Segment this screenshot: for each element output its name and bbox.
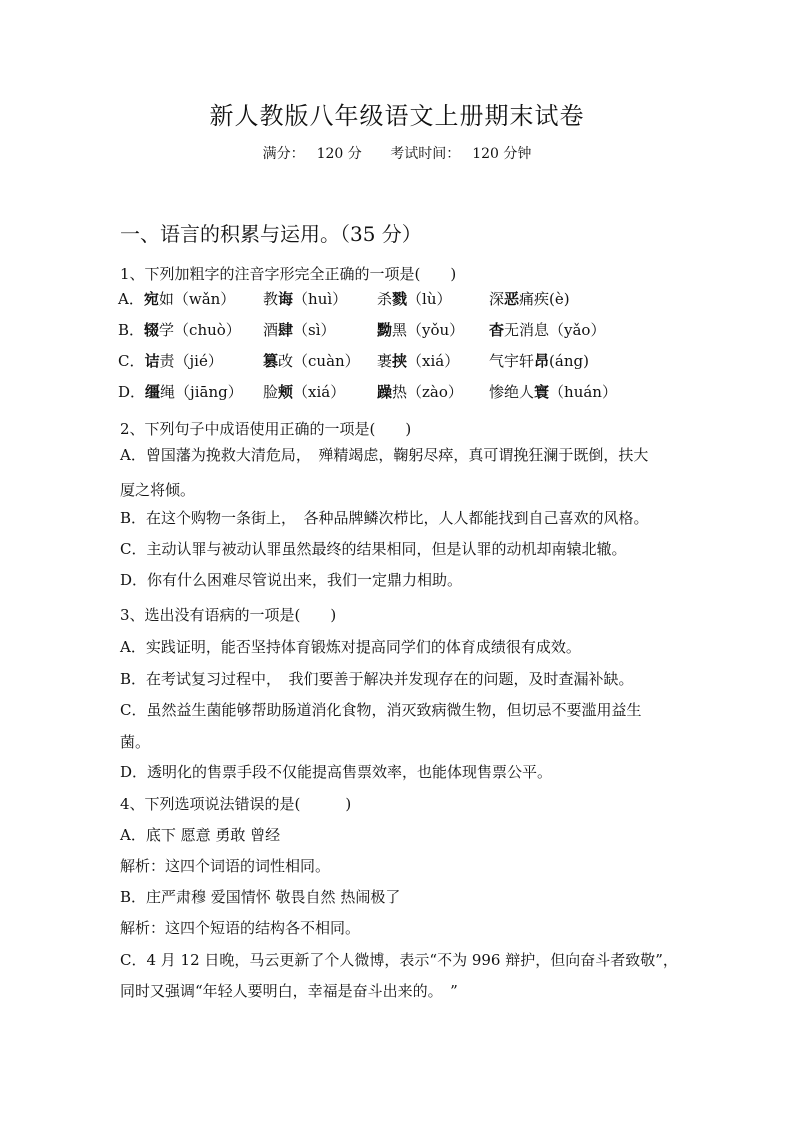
question-3-stem: 3、选出没有语病的一项是( ) xyxy=(120,606,337,624)
question-1-option-d-word-4 xyxy=(489,381,617,402)
question-1-option-a-word-1 xyxy=(118,288,235,309)
question-4-option-c: C．4 月 12 日晚，马云更新了个人微博，表示“不为 996 辩护，但向奋斗者致敬”， xyxy=(120,951,678,969)
bold-character: 戮 xyxy=(392,290,408,308)
word-suffix: （huán） xyxy=(549,383,617,401)
word-suffix: 无消息（yǎo） xyxy=(504,321,606,339)
word-prefix: D． xyxy=(118,383,146,401)
word-suffix: 责（jié） xyxy=(159,352,223,370)
question-1-option-c-word-3 xyxy=(377,350,459,371)
question-1-option-a-word-4 xyxy=(489,288,570,309)
question-3-option-c-cont: 菌。 xyxy=(120,733,151,751)
word-prefix: 深 xyxy=(489,290,505,308)
bold-character: 诲 xyxy=(278,290,294,308)
word-suffix: （sì） xyxy=(293,321,336,339)
question-1-option-c-word-1 xyxy=(118,350,223,371)
bold-character: 辍 xyxy=(144,321,160,339)
time-label: 考试时间： xyxy=(390,146,461,162)
word-suffix: 热（zào） xyxy=(392,383,463,401)
question-2-option-b: B．在这个购物一条街上， 各种品牌鳞次栉比，人人都能找到自己喜欢的风格。 xyxy=(120,509,649,527)
word-prefix: 酒 xyxy=(263,321,279,339)
word-suffix: 绳（jiāng） xyxy=(160,383,243,401)
bold-character: 宛 xyxy=(143,290,159,308)
question-1-option-c-word-2 xyxy=(263,350,360,371)
question-4-option-c-cont: 同时又强调“年轻人要明白，幸福是奋斗出来的。 ” xyxy=(120,982,458,1000)
bold-character: 杳 xyxy=(489,321,505,339)
section-heading: 一、语言的积累与运用。（35 分） xyxy=(120,222,422,246)
time-value: 120 分钟 xyxy=(472,146,532,162)
word-suffix: 痛疾(è) xyxy=(519,290,570,308)
question-1-option-b-word-4 xyxy=(489,319,605,340)
question-1-stem: 1、下列加粗字的注音字形完全正确的一项是( ) xyxy=(120,265,457,283)
bold-character: 恶 xyxy=(504,290,520,308)
word-suffix: 黑（yǒu） xyxy=(392,321,465,339)
question-2-option-c: C．主动认罪与被动认罪虽然最终的结果相同，但是认罪的动机却南辕北辙。 xyxy=(120,540,627,558)
score-label: 满分： xyxy=(262,146,305,162)
word-prefix: 脸 xyxy=(263,383,279,401)
question-1-option-a-word-2 xyxy=(263,288,347,309)
question-4-stem: 4、下列选项说法错误的是( ) xyxy=(120,795,352,813)
question-3-option-d: D．透明化的售票手段不仅能提高售票效率，也能体现售票公平。 xyxy=(120,763,553,781)
question-3-option-c: C．虽然益生菌能够帮助肠道消化食物，消灭致病微生物，但切忌不要滥用益生 xyxy=(120,701,642,719)
word-suffix: （xiá） xyxy=(293,383,346,401)
bold-character: 昂 xyxy=(534,352,550,370)
exam-info xyxy=(0,143,794,163)
word-prefix: B． xyxy=(118,321,145,339)
question-2-option-a-cont: 厦之将倾。 xyxy=(120,481,196,499)
word-suffix: 改（cuàn） xyxy=(278,352,360,370)
question-1-option-b-word-2 xyxy=(263,319,336,340)
question-2-option-d: D．你有什么困难尽管说出来，我们一定鼎力相助。 xyxy=(120,571,463,589)
question-1-option-a-word-3 xyxy=(377,288,452,309)
question-1-option-d-word-3 xyxy=(377,381,463,402)
question-4-option-a: A．底下 愿意 勇敢 曾经 xyxy=(120,826,281,844)
bold-character: 诘 xyxy=(144,352,160,370)
bold-character: 躁 xyxy=(377,383,393,401)
word-suffix: （lù） xyxy=(407,290,452,308)
question-1-option-d-word-1 xyxy=(118,381,243,402)
bold-character: 挟 xyxy=(392,352,408,370)
bold-character: 黝 xyxy=(377,321,393,339)
score-value: 120 分 xyxy=(316,146,362,162)
word-suffix: （xiá） xyxy=(407,352,460,370)
word-suffix: 如（wǎn） xyxy=(158,290,236,308)
question-1-option-b-word-3 xyxy=(377,319,464,340)
question-2-stem: 2、下列句子中成语使用正确的一项是( ) xyxy=(120,420,412,438)
page-title: 新人教版八年级语文上册期末试卷 xyxy=(209,102,585,130)
bold-character: 寰 xyxy=(534,383,550,401)
question-2-option-a: A．曾国藩为挽救大清危局， 殚精竭虑，鞠躬尽瘁，真可谓挽狂澜于既倒，扶大 xyxy=(120,446,649,464)
word-prefix: C． xyxy=(118,352,145,370)
word-suffix: （huì） xyxy=(293,290,348,308)
word-prefix: 惨绝人 xyxy=(489,383,535,401)
word-prefix: 裹 xyxy=(377,352,393,370)
bold-character: 篡 xyxy=(263,352,279,370)
word-prefix: A． xyxy=(118,290,144,308)
bold-character: 缰 xyxy=(145,383,161,401)
question-1-option-b-word-1 xyxy=(118,319,241,340)
bold-character: 肆 xyxy=(278,321,294,339)
question-1-option-d-word-2 xyxy=(263,381,345,402)
question-3-option-a: A．实践证明，能否坚持体育锻炼对提高同学们的体育成绩很有成效。 xyxy=(120,638,581,656)
question-1-option-c-word-4 xyxy=(489,350,589,371)
word-prefix: 教 xyxy=(263,290,279,308)
question-4-option-b: B．庄严肃穆 爱国情怀 敬畏自然 热闹极了 xyxy=(120,888,401,906)
word-prefix: 气宇轩 xyxy=(489,352,535,370)
bold-character: 颊 xyxy=(278,383,294,401)
word-suffix: 学（chuò） xyxy=(159,321,241,339)
question-3-option-b: B．在考试复习过程中， 我们要善于解决并发现存在的问题，及时查漏补缺。 xyxy=(120,670,634,688)
word-prefix: 杀 xyxy=(377,290,393,308)
question-4-note-a: 解析：这四个词语的词性相同。 xyxy=(120,857,331,875)
question-4-note-b: 解析：这四个短语的结构各不相同。 xyxy=(120,919,361,937)
word-suffix: (áng) xyxy=(549,352,589,370)
